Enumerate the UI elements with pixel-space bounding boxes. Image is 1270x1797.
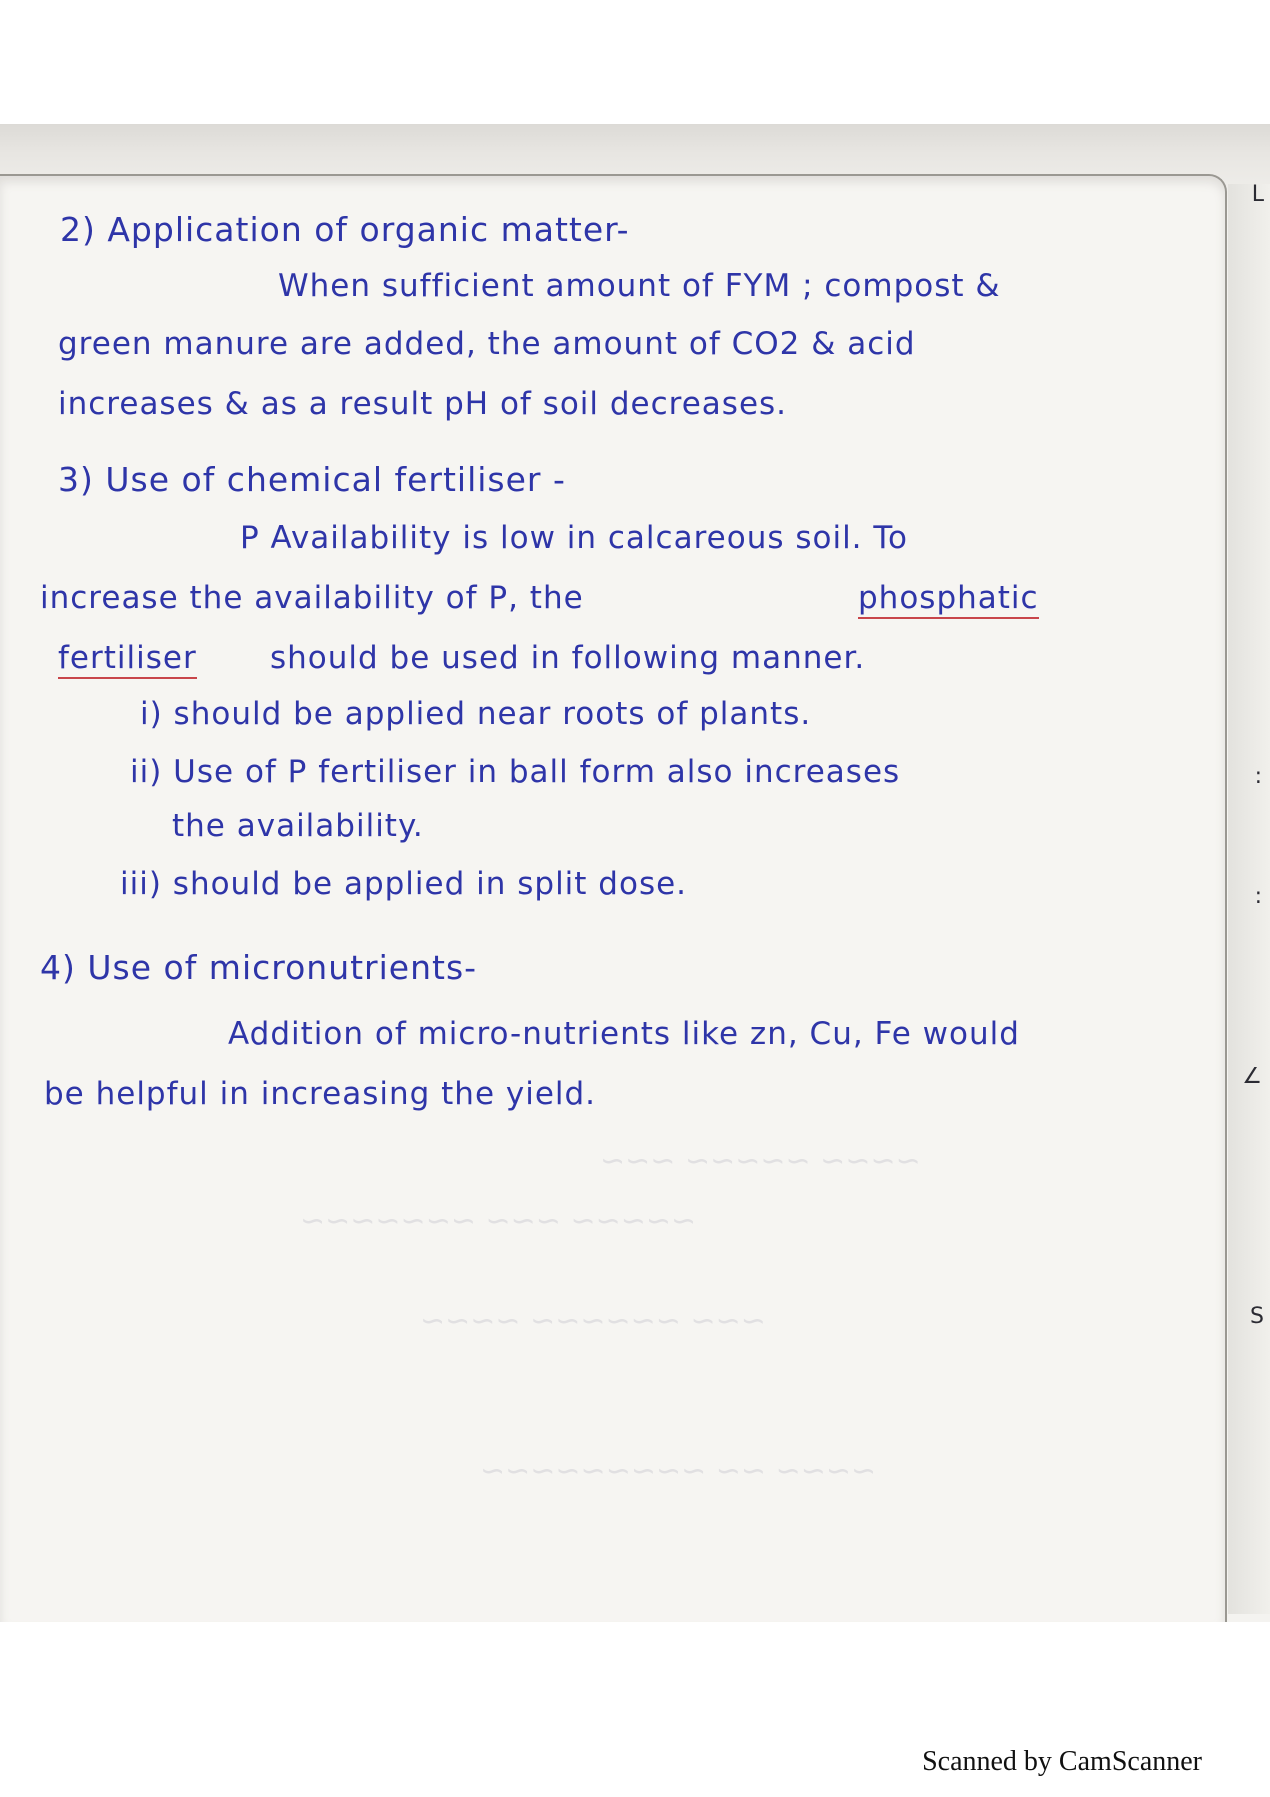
underlined-term: fertiliser: [58, 640, 197, 679]
note-line: should be used in following manner.: [270, 640, 866, 676]
note-line-heading-3: 3) Use of chemical fertiliser -: [58, 460, 566, 499]
margin-mark: :: [1254, 884, 1262, 909]
margin-mark: S: [1250, 1304, 1264, 1329]
note-line: P Availability is low in calcareous soil. To: [240, 520, 909, 556]
list-item: i) should be applied near roots of plants.: [140, 696, 812, 732]
list-item-continuation: the availability.: [172, 808, 424, 844]
note-line-heading-2: 2) Application of organic matter-: [60, 210, 630, 249]
list-item: ii) Use of P fertiliser in ball form also increases: [130, 754, 901, 790]
note-line: increases & as a result pH of soil decreases.: [58, 386, 788, 422]
note-line: Addition of micro-nutrients like zn, Cu, Fe would: [228, 1016, 1020, 1052]
page-right-edge: [1228, 184, 1270, 1614]
list-item: iii) should be applied in split dose.: [120, 866, 688, 902]
note-line: increase the availability of P, the: [40, 580, 584, 616]
note-line: green manure are added, the amount of CO2 & acid: [58, 326, 916, 362]
margin-mark: :: [1254, 764, 1262, 789]
margin-mark: L: [1251, 182, 1264, 207]
note-line: be helpful in increasing the yield.: [44, 1076, 597, 1112]
bleed-through-mark: ~~~~~ ~~~ ~~~~~~~: [300, 1204, 697, 1239]
bleed-through-mark: ~~~~ ~~ ~~~~~~~~~: [480, 1454, 877, 1489]
bleed-through-mark: ~~~~ ~~~~~ ~~~: [600, 1144, 921, 1179]
underlined-term: phosphatic: [858, 580, 1039, 619]
margin-mark: ∠: [1242, 1064, 1262, 1089]
camscanner-watermark: Scanned by CamScanner: [922, 1746, 1202, 1777]
note-line: When sufficient amount of FYM ; compost &: [278, 268, 1001, 304]
bleed-through-mark: ~~~ ~~~~~~ ~~~~: [420, 1304, 766, 1339]
note-line-heading-4: 4) Use of micronutrients-: [40, 948, 478, 987]
